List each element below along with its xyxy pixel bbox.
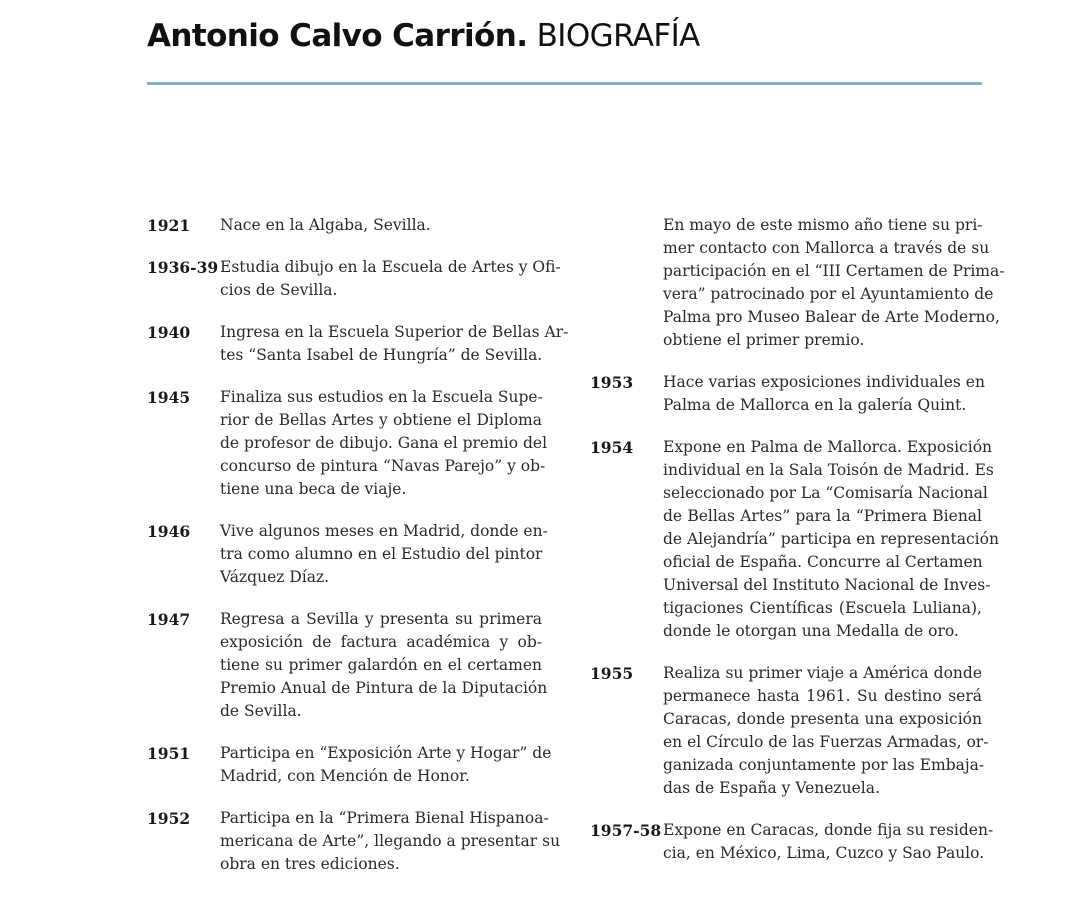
text-line: Nace en la Algaba, Sevilla. (220, 216, 431, 234)
timeline-entry (147, 321, 569, 367)
title-name: Antonio Calvo Carrión. (147, 18, 528, 54)
text-line: tra como alumno en el Estudio del pintor (220, 545, 543, 563)
timeline-entry (590, 214, 1005, 352)
text-line: Premio Anual de Pintura de la Diputación (220, 679, 548, 697)
title-section: BIOGRAFÍA (536, 18, 700, 54)
timeline-year: 1953 (590, 373, 634, 392)
text-line: tigaciones Científicas (Escuela Luliana), (663, 599, 982, 617)
text-line: permanece hasta 1961. Su destino será (663, 687, 982, 705)
timeline-year: 1952 (147, 809, 191, 828)
page-title (147, 18, 700, 54)
text-line: Universal del Instituto Nacional de Inves- (663, 576, 991, 594)
text-line: participación en el “III Certamen de Prima- (663, 262, 1005, 280)
timeline-description (220, 214, 542, 237)
timeline-year: 1955 (590, 664, 634, 683)
timeline-description (663, 662, 989, 800)
timeline-description (663, 214, 1005, 352)
timeline-description (663, 819, 994, 865)
text-line: rior de Bellas Artes y obtiene el Diploma (220, 411, 542, 429)
text-line: concurso de pintura “Navas Parejo” y ob- (220, 457, 546, 475)
text-line: tiene una beca de viaje. (220, 480, 407, 498)
timeline-entry (590, 819, 994, 865)
text-line: exposición de factura académica y ob- (220, 633, 542, 651)
timeline-year: 1947 (147, 610, 191, 629)
text-line: obtiene el primer premio. (663, 331, 865, 349)
text-line: de profesor de dibujo. Gana el premio del (220, 434, 548, 452)
text-line: Expone en Palma de Mallorca. Exposición (663, 438, 993, 456)
text-line: Palma de Mallorca en la galería Quint. (663, 396, 967, 414)
timeline-description (220, 321, 569, 367)
text-line: donde le otorgan una Medalla de oro. (663, 622, 959, 640)
timeline-year: 1957-58 (590, 821, 662, 840)
timeline-entry (590, 662, 989, 800)
timeline-entry (590, 436, 999, 643)
text-line: de Bellas Artes” para la “Primera Bienal (663, 507, 982, 525)
text-line: En mayo de este mismo año tiene su pri- (663, 216, 983, 234)
text-line: Vázquez Díaz. (220, 568, 330, 586)
timeline-year: 1940 (147, 323, 191, 342)
text-line: tiene su primer galardón en el certamen (220, 656, 542, 674)
timeline-description (663, 436, 999, 643)
text-line: tes “Santa Isabel de Hungría” de Sevilla. (220, 346, 543, 364)
timeline-entry (147, 520, 548, 589)
text-line: Participa en la “Primera Bienal Hispanoa- (220, 809, 549, 827)
timeline-entry (147, 256, 561, 302)
text-line: Estudia dibujo en la Escuela de Artes y Ofi- (220, 258, 561, 276)
timeline-description (220, 520, 548, 589)
text-line: Expone en Caracas, donde fija su residen- (663, 821, 994, 839)
text-line: Palma pro Museo Balear de Arte Moderno, (663, 308, 1000, 326)
text-line: Caracas, donde presenta una exposición (663, 710, 982, 728)
timeline-entry (147, 214, 542, 237)
text-line: Ingresa en la Escuela Superior de Bellas Ar- (220, 323, 569, 341)
timeline-description (663, 371, 985, 417)
timeline-entry (147, 807, 561, 876)
text-line: oficial de España. Concurre al Certamen (663, 553, 983, 571)
text-line: cios de Sevilla. (220, 281, 338, 299)
text-line: en el Círculo de las Fuerzas Armadas, or- (663, 733, 989, 751)
timeline-description (220, 608, 548, 723)
text-line: ganizada conjuntamente por las Embaja- (663, 756, 985, 774)
text-line: Realiza su primer viaje a América donde (663, 664, 982, 682)
text-line: Regresa a Sevilla y presenta su primera (220, 610, 542, 628)
text-line: cia, en México, Lima, Cuzco y Sao Paulo. (663, 844, 985, 862)
text-line: vera” patrocinado por el Ayuntamiento de (663, 285, 994, 303)
timeline-entry (147, 608, 548, 723)
timeline-year: 1936-39 (147, 258, 219, 277)
timeline-year: 1945 (147, 388, 191, 407)
text-line: mericana de Arte”, llegando a presentar su (220, 832, 561, 850)
title-divider (147, 82, 982, 85)
timeline-entry (147, 742, 552, 788)
text-line: Madrid, con Mención de Honor. (220, 767, 470, 785)
timeline-year: 1954 (590, 438, 634, 457)
timeline-right-column (590, 214, 1005, 884)
timeline-year: 1946 (147, 522, 191, 541)
text-line: de Sevilla. (220, 702, 302, 720)
timeline-year: 1921 (147, 216, 191, 235)
timeline-description (220, 742, 552, 788)
text-line: Finaliza sus estudios en la Escuela Supe- (220, 388, 543, 406)
text-line: das de España y Venezuela. (663, 779, 880, 797)
timeline-year: 1951 (147, 744, 191, 763)
text-line: individual en la Sala Toisón de Madrid. Es (663, 461, 994, 479)
text-line: mer contacto con Mallorca a través de su (663, 239, 990, 257)
timeline-entry (147, 386, 548, 501)
text-line: de Alejandría” participa en representación (663, 530, 999, 548)
timeline-description (220, 386, 548, 501)
timeline-description (220, 256, 561, 302)
timeline-description (220, 807, 561, 876)
text-line: Participa en “Exposición Arte y Hogar” de (220, 744, 552, 762)
text-line: seleccionado por La “Comisaría Nacional (663, 484, 988, 502)
text-line: Hace varias exposiciones individuales en (663, 373, 985, 391)
text-line: Vive algunos meses en Madrid, donde en- (220, 522, 548, 540)
text-line: obra en tres ediciones. (220, 855, 400, 873)
timeline-entry (590, 371, 985, 417)
timeline-left-column (147, 214, 569, 895)
